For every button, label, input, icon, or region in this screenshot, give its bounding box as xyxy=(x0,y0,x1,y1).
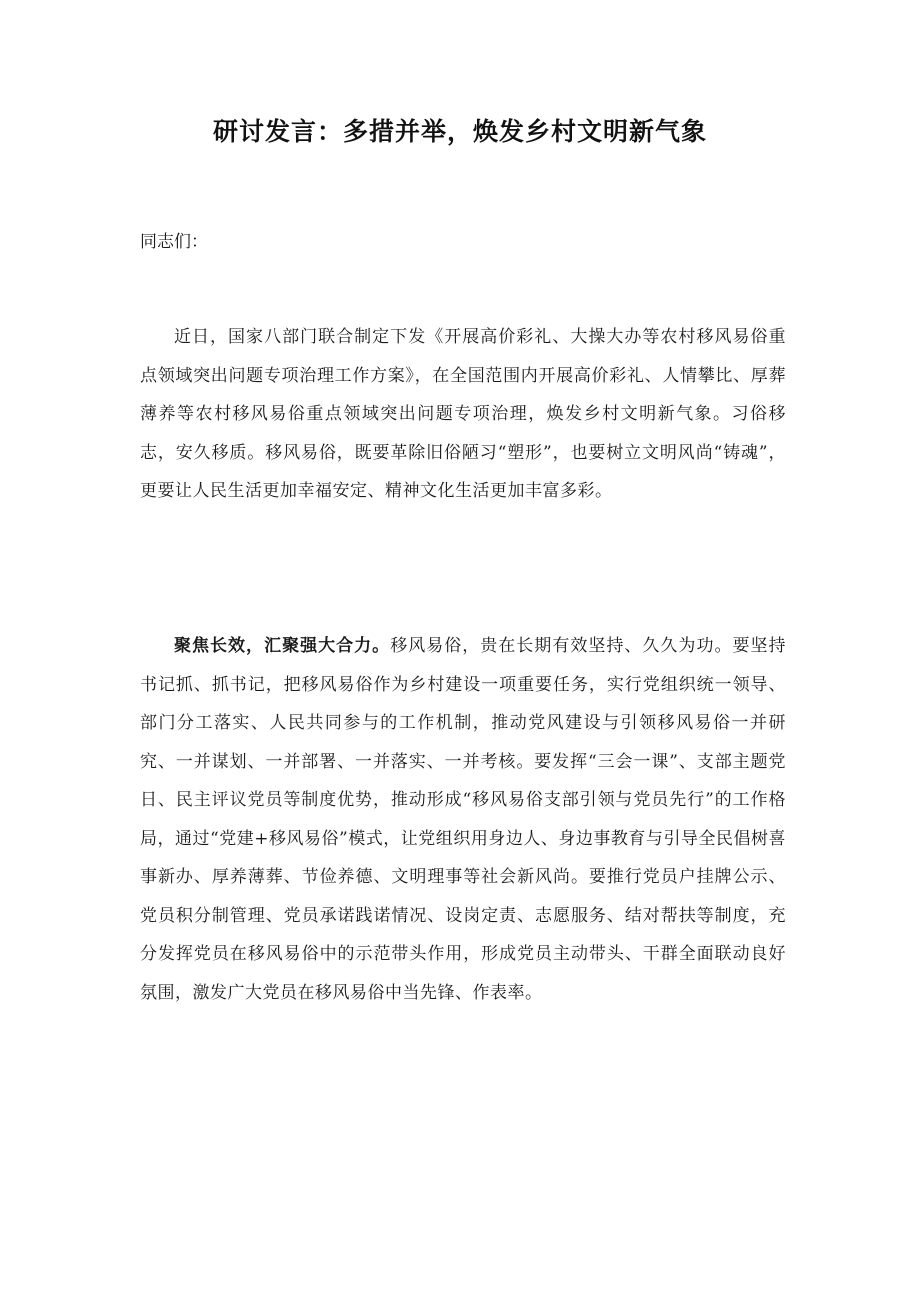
document-title: 研讨发言：多措并举，焕发乡村文明新气象 xyxy=(212,117,707,146)
paragraph-body: 近日，国家八部门联合制定下发《开展高价彩礼、大操大办等农村移风易俗重点领域突出问题专项治理工作方案》，在全国范围内开展高价彩礼、人情攀比、厚葬薄养等农村移风易俗重点领域突出问题专项治理，焕发乡村文明新气象。习俗移志，安久移质。移风易俗，既要革除旧俗陋习“塑形”，也要树立文明风尚“铸魂”，更要让人民生活更加幸福安定、精神文化生活更加丰富多彩。 xyxy=(140,327,786,501)
paragraph-body: 移风易俗，贵在长期有效坚持、久久为功。要坚持书记抓、抓书记，把移风易俗作为乡村建设一项重要任务，实行党组织统一领导、部门分工落实、人民共同参与的工作机制，推动党风建设与引领移风易俗一并研究、一并谋划、一并部署、一并落实、一并考核。要发挥“三会一课”、支部主题党日、民主评议党员等制度优势，推动形成“移风易俗支部引领与党员先行”的工作格局，通过“党建+移风易俗”模式，让党组织用身边人、身边事教育与引导全民倡树喜事新办、厚养薄葬、节俭养德、文明理事等社会新风尚。要推行党员户挂牌公示、党员积分制管理、党员承诺践诺情况、设岗定责、志愿服务、结对帮扶等制度，充分发挥党员在移风易俗中的示范带头作用，形成党员主动带头、干群全面联动良好氛围，激发广大党员在移风易俗中当先锋、作表率。 xyxy=(140,636,787,1003)
paragraph-lead: 聚焦长效，汇聚强大合力。 xyxy=(174,636,391,656)
paragraph-focus-long-term xyxy=(140,627,786,1012)
salutation: 同志们： xyxy=(140,232,208,252)
paragraph-intro xyxy=(140,318,786,511)
